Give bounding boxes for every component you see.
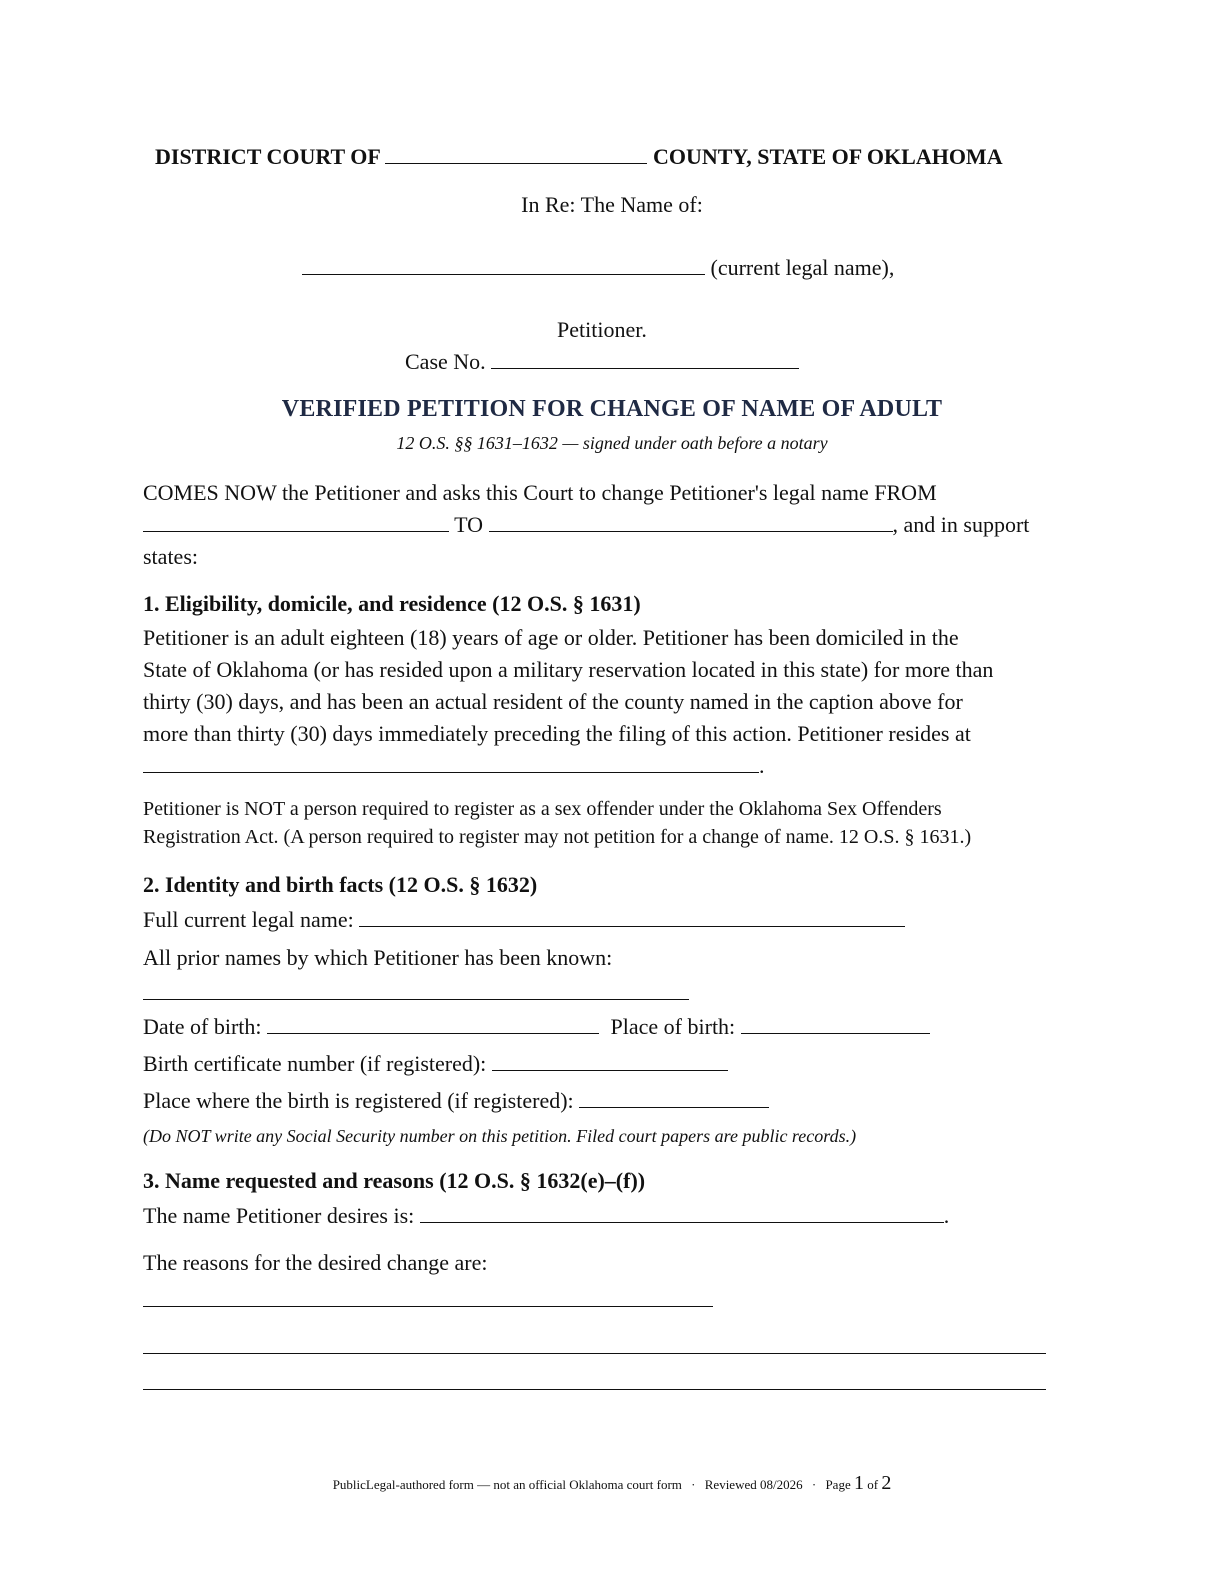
intro-line-2 xyxy=(143,512,1029,538)
registered-place-line xyxy=(143,1088,769,1114)
desired-name-label: The name Petitioner desires is: xyxy=(143,1203,415,1228)
from-name-field[interactable] xyxy=(143,513,449,532)
case-number-line xyxy=(405,349,799,375)
section-1-line: State of Oklahoma (or has resided upon a military reservation located in this state) for more than xyxy=(143,657,994,682)
page-total: 2 xyxy=(881,1472,892,1494)
support-label: , and in support xyxy=(892,512,1030,537)
sex-offender-line: Petitioner is NOT a person required to register as a sex offender under the Oklahoma Sex Offenders xyxy=(143,798,942,820)
full-name-label: Full current legal name: xyxy=(143,907,354,932)
reasons-line xyxy=(143,1334,1046,1360)
ssn-note: (Do NOT write any Social Security number on this petition. Filed court papers are public records.) xyxy=(143,1126,857,1146)
reasons-line xyxy=(143,1370,1046,1396)
pob-label: Place of birth: xyxy=(610,1014,736,1039)
intro-line-3: states: xyxy=(143,544,198,569)
current-legal-name-field[interactable] xyxy=(302,256,705,275)
case-no-label: Case No. xyxy=(405,349,486,374)
residence-line xyxy=(143,753,765,779)
intro-line-1: COMES NOW the Petitioner and asks this Court to change Petitioner's legal name FROM xyxy=(143,480,937,505)
court-suffix: COUNTY, STATE OF OKLAHOMA xyxy=(652,144,1003,169)
reasons-field-3[interactable] xyxy=(143,1371,1046,1390)
county-field[interactable] xyxy=(385,145,647,164)
dob-field[interactable] xyxy=(267,1015,599,1034)
document-title: VERIFIED PETITION FOR CHANGE OF NAME OF ADULT xyxy=(281,396,943,422)
reasons-line xyxy=(143,1287,713,1313)
birth-line xyxy=(143,1014,930,1040)
pob-field[interactable] xyxy=(741,1015,930,1034)
cert-number-field[interactable] xyxy=(492,1052,728,1071)
page-number: 1 xyxy=(853,1472,864,1494)
page-label: Page xyxy=(825,1477,851,1492)
footer-separator: · xyxy=(811,1477,817,1492)
section-1-heading: 1. Eligibility, domicile, and residence (12 O.S. § 1631) xyxy=(143,591,641,616)
of-label: of xyxy=(867,1477,879,1492)
residence-address-field[interactable] xyxy=(143,754,759,773)
prior-names-label: All prior names by which Petitioner has been known: xyxy=(143,945,613,970)
footer-text: PublicLegal-authored form — not an official Oklahoma court form xyxy=(332,1477,682,1492)
section-1-line: more than thirty (30) days immediately preceding the filing of this action. Petitioner resides at xyxy=(143,721,971,746)
prior-names-field[interactable] xyxy=(143,981,689,1000)
reasons-field-2[interactable] xyxy=(143,1335,1046,1354)
period: . xyxy=(943,1203,950,1228)
cert-line xyxy=(143,1051,728,1077)
footer-separator: · xyxy=(691,1477,696,1492)
page-footer xyxy=(0,1472,1224,1495)
desired-name-line xyxy=(143,1203,949,1229)
reasons-field-1[interactable] xyxy=(143,1288,713,1307)
case-number-field[interactable] xyxy=(491,350,799,369)
to-label: TO xyxy=(454,512,484,537)
sex-offender-line: Registration Act. (A person required to register may not petition for a change of name. 12 O.S. § 1631.) xyxy=(143,826,972,848)
section-3-heading: 3. Name requested and reasons (12 O.S. § 1632(e)–(f)) xyxy=(143,1168,646,1193)
in-re-line: In Re: The Name of: xyxy=(521,192,703,217)
period: . xyxy=(759,753,765,778)
section-1-line: Petitioner is an adult eighteen (18) years of age or older. Petitioner has been domiciled in the xyxy=(143,625,959,650)
court-caption xyxy=(155,144,1003,170)
desired-name-field[interactable] xyxy=(420,1204,944,1223)
full-name-line xyxy=(143,907,905,933)
footer-reviewed: Reviewed 08/2026 xyxy=(704,1477,803,1492)
cert-label: Birth certificate number (if registered): xyxy=(143,1051,487,1076)
section-2-heading: 2. Identity and birth facts (12 O.S. § 1632) xyxy=(143,872,538,897)
document-subtitle: 12 O.S. §§ 1631–1632 — signed under oath before a notary xyxy=(396,433,828,453)
petitioner-label: Petitioner. xyxy=(557,317,647,342)
full-name-field[interactable] xyxy=(359,908,905,927)
registered-place-label: Place where the birth is registered (if registered): xyxy=(143,1088,574,1113)
prior-names-line xyxy=(143,980,689,1006)
current-name-label: (current legal name), xyxy=(710,255,895,280)
dob-label: Date of birth: xyxy=(143,1014,262,1039)
to-name-field[interactable] xyxy=(489,513,893,532)
section-1-line: thirty (30) days, and has been an actual resident of the county named in the caption above for xyxy=(143,689,963,714)
court-prefix: DISTRICT COURT OF xyxy=(155,144,380,169)
current-name-line xyxy=(302,255,894,281)
registered-place-field[interactable] xyxy=(579,1089,769,1108)
reasons-label: The reasons for the desired change are: xyxy=(143,1250,488,1275)
